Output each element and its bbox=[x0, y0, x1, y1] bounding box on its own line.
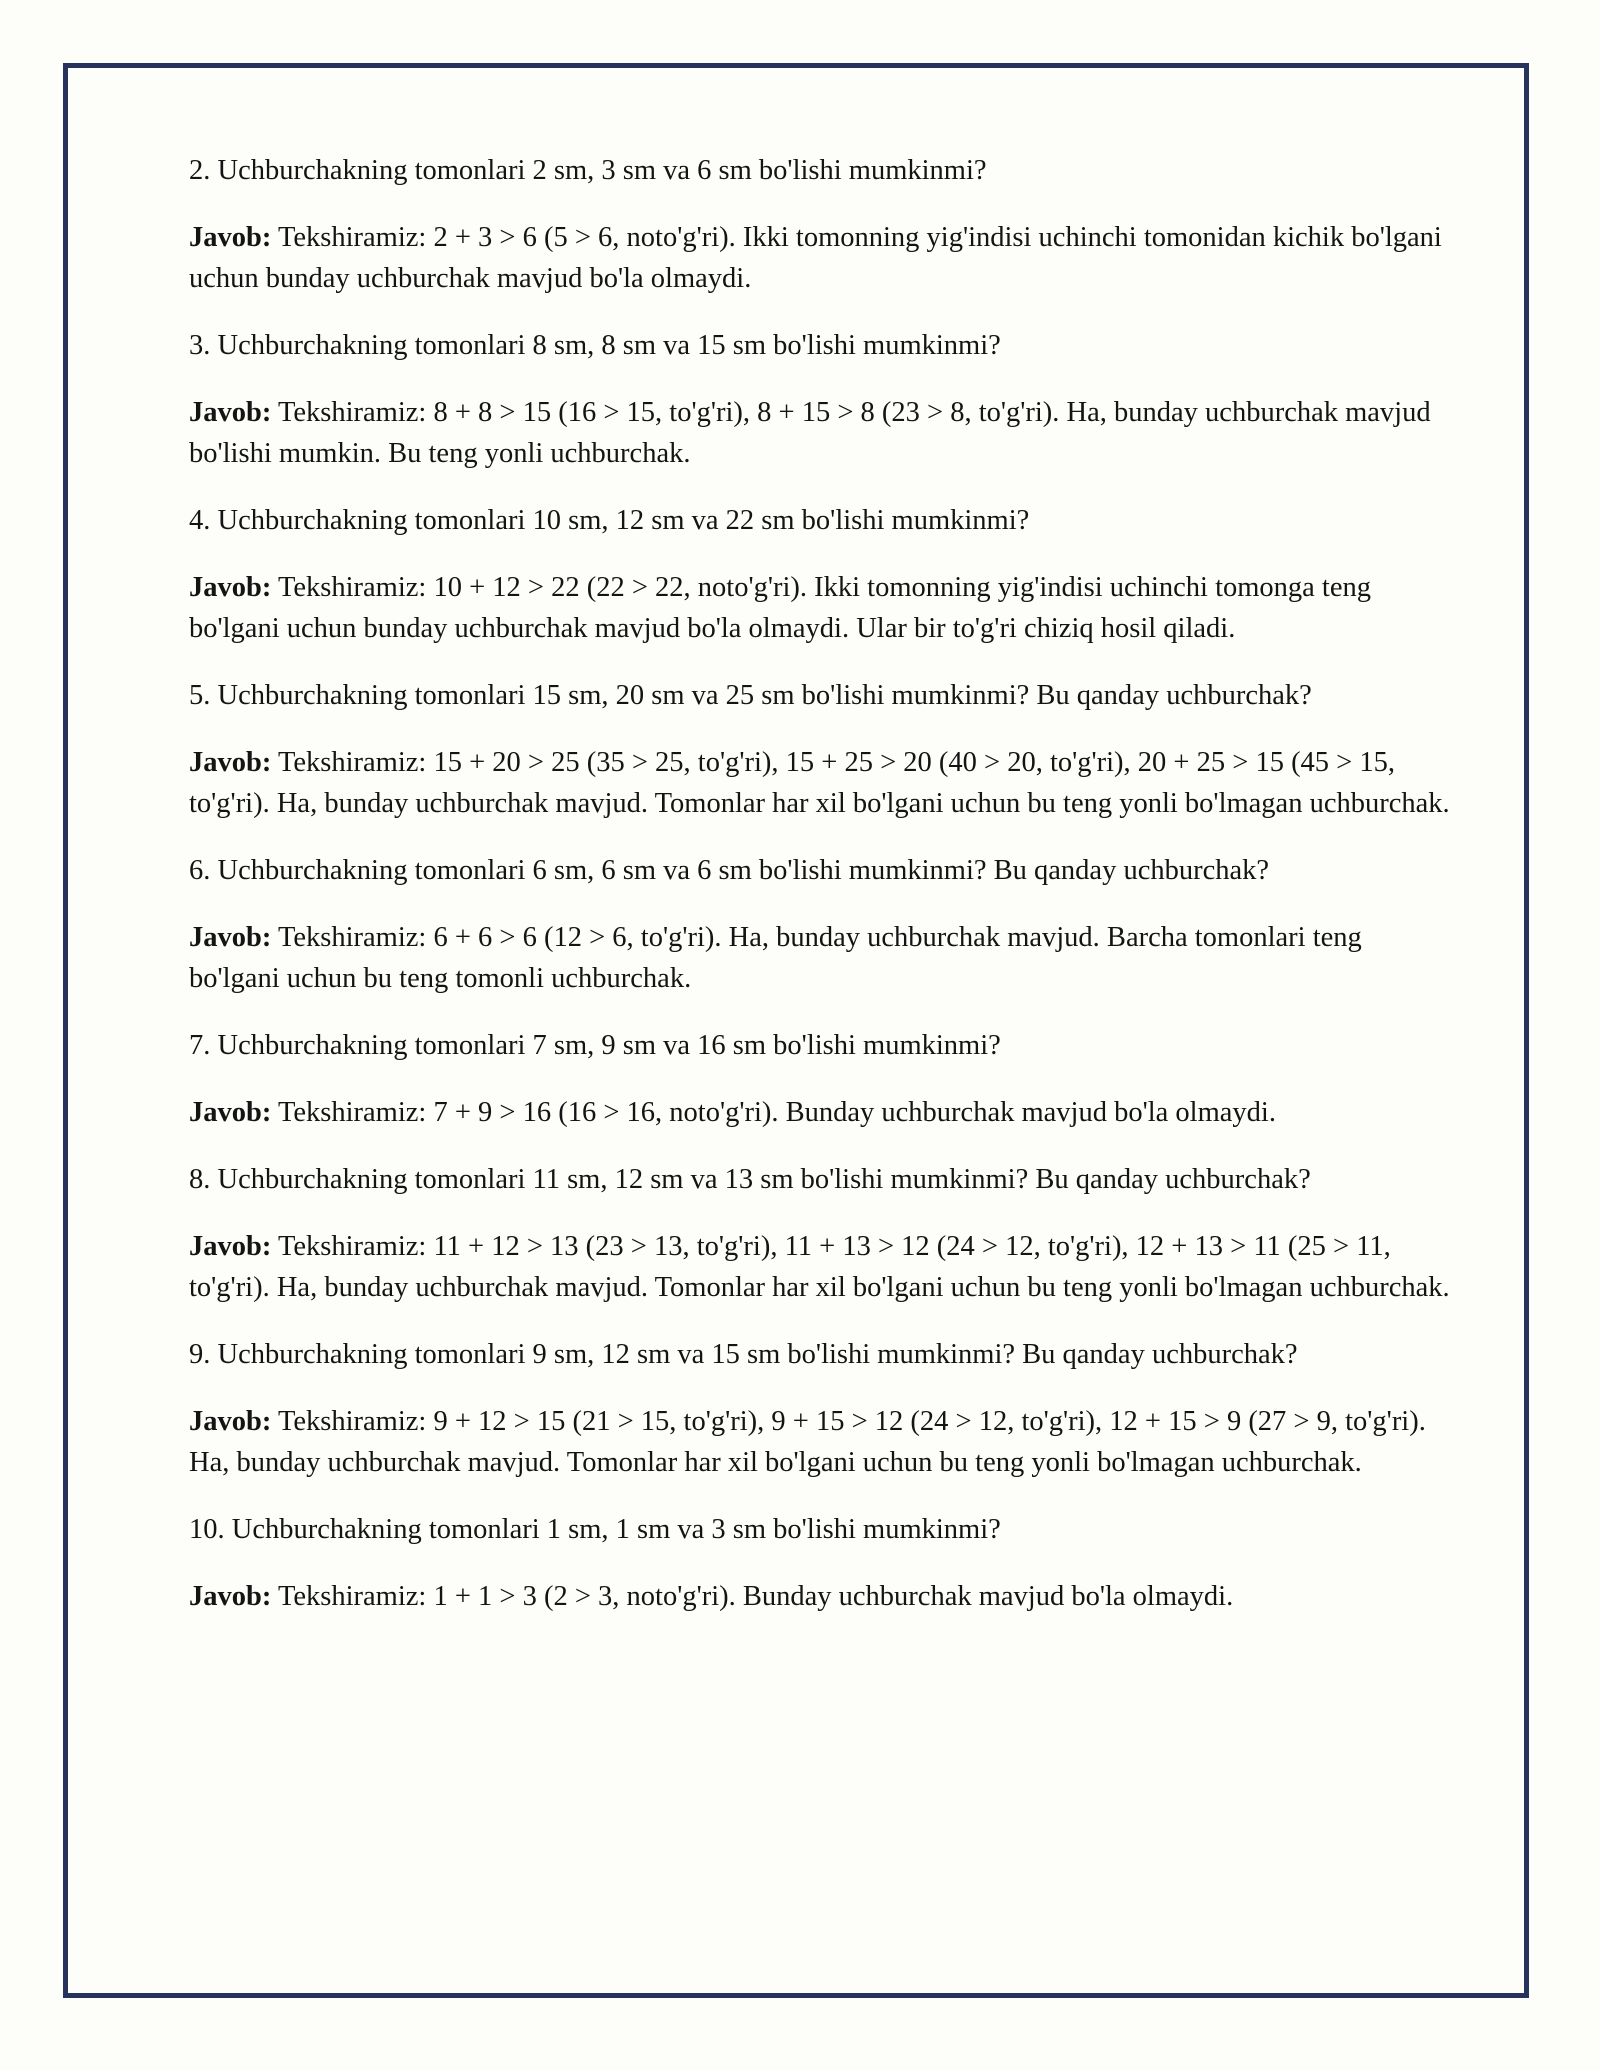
question-text: 6. Uchburchakning tomonlari 6 sm, 6 sm va 6 sm bo'lishi mumkinmi? Bu qanday uchburchak? bbox=[189, 855, 1270, 886]
answer-label: Javob: bbox=[189, 747, 272, 778]
answer-body: Tekshiramiz: 11 + 12 > 13 (23 > 13, to'g'ri), 11 + 13 > 12 (24 > 12, to'g'ri), 12 + 13 > 11 (25 > 11, to'g'ri). Ha, bunday uchburchak mavjud. Tomonlar har xil bo'lgani uchun bu teng yonli bo'lmagan uchburchak. bbox=[189, 1231, 1450, 1303]
answer-text bbox=[189, 1092, 1459, 1133]
question-text: 8. Uchburchakning tomonlari 11 sm, 12 sm va 13 sm bo'lishi mumkinmi? Bu qanday uchburchak? bbox=[189, 1164, 1311, 1195]
document-body bbox=[189, 150, 1459, 1643]
answer-label: Javob: bbox=[189, 222, 272, 253]
problem-item-9 bbox=[189, 1334, 1459, 1483]
answer-label: Javob: bbox=[189, 1231, 272, 1262]
answer-label: Javob: bbox=[189, 922, 272, 953]
answer-body: Tekshiramiz: 2 + 3 > 6 (5 > 6, noto'g'ri). Ikki tomonning yig'indisi uchinchi tomonidan kichik bo'lgani uchun bunday uchburchak mavjud bo'la olmaydi. bbox=[189, 222, 1442, 294]
question-text: 2. Uchburchakning tomonlari 2 sm, 3 sm va 6 sm bo'lishi mumkinmi? bbox=[189, 155, 987, 186]
answer-label: Javob: bbox=[189, 1406, 272, 1437]
answer-body: Tekshiramiz: 8 + 8 > 15 (16 > 15, to'g'ri), 8 + 15 > 8 (23 > 8, to'g'ri). Ha, bunday uchburchak mavjud bo'lishi mumkin. Bu teng yonli uchburchak. bbox=[189, 397, 1431, 469]
problem-item-4 bbox=[189, 500, 1459, 649]
question-text: 3. Uchburchakning tomonlari 8 sm, 8 sm va 15 sm bo'lishi mumkinmi? bbox=[189, 330, 1001, 361]
answer-text bbox=[189, 742, 1459, 824]
answer-text bbox=[189, 392, 1459, 474]
answer-label: Javob: bbox=[189, 572, 272, 603]
problem-item-3 bbox=[189, 325, 1459, 474]
problem-item-7 bbox=[189, 1025, 1459, 1133]
answer-text bbox=[189, 1226, 1459, 1308]
answer-body: Tekshiramiz: 6 + 6 > 6 (12 > 6, to'g'ri). Ha, bunday uchburchak mavjud. Barcha tomonlari teng bo'lgani uchun bu teng tomonli uchburchak. bbox=[189, 922, 1362, 994]
answer-text bbox=[189, 917, 1459, 999]
problem-item-6 bbox=[189, 850, 1459, 999]
answer-label: Javob: bbox=[189, 397, 272, 428]
question-text: 4. Uchburchakning tomonlari 10 sm, 12 sm va 22 sm bo'lishi mumkinmi? bbox=[189, 505, 1030, 536]
question-text: 7. Uchburchakning tomonlari 7 sm, 9 sm va 16 sm bo'lishi mumkinmi? bbox=[189, 1030, 1001, 1061]
answer-text bbox=[189, 567, 1459, 649]
question-text: 5. Uchburchakning tomonlari 15 sm, 20 sm va 25 sm bo'lishi mumkinmi? Bu qanday uchburchak? bbox=[189, 680, 1312, 711]
answer-text bbox=[189, 1576, 1459, 1617]
problem-item-10 bbox=[189, 1509, 1459, 1617]
problem-item-2 bbox=[189, 150, 1459, 299]
answer-body: Tekshiramiz: 1 + 1 > 3 (2 > 3, noto'g'ri). Bunday uchburchak mavjud bo'la olmaydi. bbox=[271, 1581, 1234, 1612]
problem-item-5 bbox=[189, 675, 1459, 824]
question-text: 9. Uchburchakning tomonlari 9 sm, 12 sm va 15 sm bo'lishi mumkinmi? Bu qanday uchburchak? bbox=[189, 1339, 1298, 1370]
answer-label: Javob: bbox=[189, 1097, 272, 1128]
answer-body: Tekshiramiz: 9 + 12 > 15 (21 > 15, to'g'ri), 9 + 15 > 12 (24 > 12, to'g'ri), 12 + 15 > 9 (27 > 9, to'g'ri). Ha, bunday uchburchak mavjud. Tomonlar har xil bo'lgani uchun bu teng yonli bo'lmagan uchburchak. bbox=[189, 1406, 1426, 1478]
answer-text bbox=[189, 217, 1459, 299]
answer-body: Tekshiramiz: 7 + 9 > 16 (16 > 16, noto'g'ri). Bunday uchburchak mavjud bo'la olmaydi. bbox=[271, 1097, 1276, 1128]
answer-text bbox=[189, 1401, 1459, 1483]
question-text: 10. Uchburchakning tomonlari 1 sm, 1 sm va 3 sm bo'lishi mumkinmi? bbox=[189, 1514, 1001, 1545]
problem-item-8 bbox=[189, 1159, 1459, 1308]
answer-body: Tekshiramiz: 15 + 20 > 25 (35 > 25, to'g'ri), 15 + 25 > 20 (40 > 20, to'g'ri), 20 + 25 > 15 (45 > 15, to'g'ri). Ha, bunday uchburchak mavjud. Tomonlar har xil bo'lgani uchun bu teng yonli bo'lmagan uchburchak. bbox=[189, 747, 1450, 819]
answer-label: Javob: bbox=[189, 1581, 272, 1612]
answer-body: Tekshiramiz: 10 + 12 > 22 (22 > 22, noto'g'ri). Ikki tomonning yig'indisi uchinchi tomonga teng bo'lgani uchun bunday uchburchak mavjud bo'la olmaydi. Ular bir to'g'ri chiziq hosil qiladi. bbox=[189, 572, 1372, 644]
